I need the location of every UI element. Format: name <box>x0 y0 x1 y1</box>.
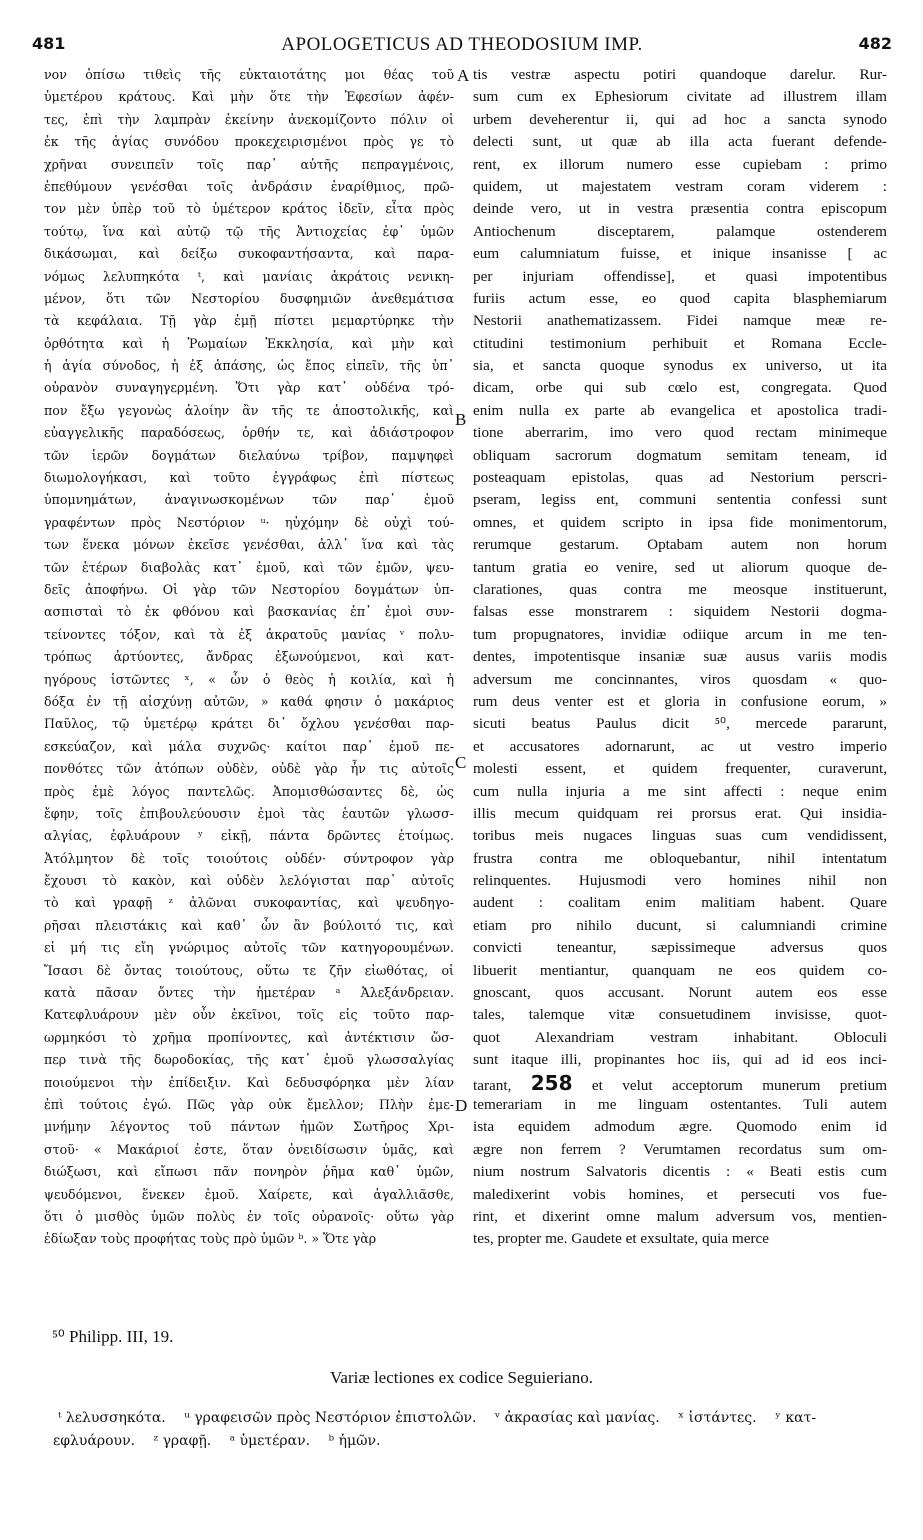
latin-text-line: tes, propter me. Gaudete et exsultate, quia merce <box>473 1230 770 1248</box>
greek-text-line: ἐπεθύμουν γενέσθαι τοῖς ἀνδράσιν ἐναρίθμιος, πρῶ- <box>44 178 454 194</box>
greek-text-line: των ἕνεκα μόνων ἐκεῖσε γενέσθαι, ἀλλ᾽ ἵνα καὶ τὰς <box>44 537 454 553</box>
latin-text-line: maledixerint vobis homines, et persecuti vos fue- <box>473 1185 887 1203</box>
latin-text-line: temerariam in me linguam ostentantes. Tuli autem <box>473 1095 887 1113</box>
latin-text-line: sia, et sancta quoque synodus ex universo, ut ita <box>473 357 887 375</box>
greek-text-line: ὅτι ὁ μισθὸς ὑμῶν πολὺς ἐν τοῖς οὐρανοῖς· οὕτω γὰρ <box>44 1208 454 1224</box>
latin-column <box>473 64 887 1251</box>
latin-text-line: tum propugnatores, invidiæ odiique arcum in me ten- <box>473 625 887 643</box>
greek-text-line: ἐκ τῆς ἁγίας συνόδου προκεχειρισμένοι πρὸς γε τὸ <box>44 134 454 150</box>
variant-reading: ᵛ ἀκρασίας καὶ μανίας. <box>494 1410 660 1426</box>
greek-text-line: ἔχουσι τὸ κακὸν, καὶ οὐδὲν λελόγισται παρ᾽ αὐτοῖς <box>44 873 454 889</box>
greek-text-line: πονθότες τῶν ἀτόπων οὐδὲν, οὐδὲ γὰρ ἦν τις αὐτοῖς <box>44 761 454 777</box>
latin-text-line: tis vestræ aspectu potiri quandoque darelur. Rur- <box>473 66 887 83</box>
latin-text-line: dicam, orbe qui sub cœlo est, congregata. Quod <box>473 379 887 397</box>
latin-text-line: sum cum ex Ephesiorum civitate ad illustrem illam <box>473 88 887 106</box>
greek-text-line: Ἀτόλμητον δὲ τοῖς τοιούτοις οὐδέν· σύντροφον γὰρ <box>44 850 454 866</box>
greek-text-line: νον ὀπίσω τιθεὶς τῆς εὐκταιοτάτης μοι θέας τοῦ <box>44 67 454 82</box>
greek-text-line: τον μὲν ὑπὲρ τοῦ τὸ ὑμέτερον κράτος ἰδεῖν, εἶτα πρὸς <box>44 201 454 217</box>
running-header <box>32 34 892 64</box>
greek-text-line: εσκεύαζον, καὶ μάλα συχνῶς· καίτοι παρ᾽ ἐμοῦ πε- <box>44 738 454 754</box>
greek-text-line: ἐπὶ τούτοις ἐγώ. Πῶς γὰρ οὐκ ἔμελλον; Πλὴν ἐμε- <box>44 1096 454 1112</box>
greek-text-line: μένον, ὅτι τῶν Νεστορίου δυσφημιῶν ἀνεθεμάτισα <box>44 290 454 306</box>
variant-reading: ᶻ γραφῇ. <box>153 1433 212 1449</box>
latin-text-line: posteaquam epistolas, quas ad Nestorium perscri- <box>473 469 887 487</box>
greek-text-line: ηγόρους ἱστῶντες ˣ, « ὧν ὁ θεὸς ἡ κοιλία, καὶ ἡ <box>44 671 454 687</box>
latin-text-line <box>473 1072 887 1094</box>
running-title: APOLOGETICUS AD THEODOSIUM IMP. <box>281 34 643 55</box>
latin-text-line: falsas esse monstrarem : siquidem Nestorii dogma- <box>473 603 887 621</box>
latin-text-line: quidem, ut majestatem vestram coram viderem : <box>473 177 887 195</box>
greek-text-line: ψευδόμενοι, ἕνεκεν ἐμοῦ. Χαίρετε, καὶ ἀγαλλιᾶσθε, <box>44 1186 454 1202</box>
variant-reading: εφλυάρουν. <box>53 1433 136 1449</box>
greek-text-line: γραφέντων πρὸς Νεστόριον ᵘ· ηὐχόμην δὲ οὐχὶ τού- <box>44 514 454 530</box>
variant-readings-line-1 <box>58 1410 888 1426</box>
latin-text-line: etiam pro nihilo ducunt, si calumniandi crimine <box>473 916 887 934</box>
latin-text-line: frustra contra me obloquebantur, nihil intentatum <box>473 849 887 867</box>
latin-text-line: adversum me concinnantes, viros quosdam « quo- <box>473 670 887 688</box>
latin-text-line: omnes, et quidem scripto in ipsa fide monimentorum, <box>473 513 887 531</box>
greek-text-line: ὀρθότητα καὶ ἡ Ῥωμαίων Ἐκκλησία, καὶ μὴν καὶ <box>44 335 454 351</box>
page-number-left: 481 <box>32 34 66 53</box>
greek-text-line: ἔφην, τοῖς ἐπιβουλεύουσιν ἐμοὶ τὰς ἑαυτῶν γλωσσ- <box>44 805 454 821</box>
latin-text-line: ista equidem admodum ægre. Quomodo enim id <box>473 1118 887 1136</box>
greek-text-line: Ἴσασι δὲ ὄντας τοιούτους, οὕτω τε ζῆν εἰωθότας, οἱ <box>44 962 454 978</box>
greek-text-line: τῶν ἱερῶν δογμάτων διελαύνω τρίβον, παμψηφεὶ <box>44 447 454 463</box>
latin-text-line: tione aberrarim, imo vero quod rectam minimeque <box>473 424 887 442</box>
latin-text-line: ægre non ferrem ? Verumtamen recordatus sum om- <box>473 1140 887 1158</box>
greek-text-line: ἐδίωξαν τοὺς προφήτας τοὺς πρὸ ὑμῶν ᵇ. » Ὅτε γὰρ <box>44 1231 377 1247</box>
latin-text-line: rerumque gestarum. Optabam autem non horum <box>473 536 887 554</box>
latin-text-line: pseram, legiss ent, communi sententia confessi sunt <box>473 491 887 509</box>
margin-letter-a: A <box>457 66 470 85</box>
latin-text-line: delecti sunt, ut quæ ab illa acta fuerant defende- <box>473 133 887 151</box>
latin-text-line: rent, ex illorum numero esse cupiebam : primo <box>473 155 887 173</box>
latin-text-line: Nestorii anathematizassem. Fidei namque meæ re- <box>473 312 887 330</box>
variant-readings-heading: Variæ lectiones ex codice Seguieriano. <box>330 1368 593 1387</box>
margin-letter-b: B <box>455 410 467 429</box>
greek-text-line: πρὸς ἐμὲ λόγος παντελῶς. Ἀπομισθώσαντες δὲ, ὡς <box>44 783 454 799</box>
greek-text-line: διώξωσι, καὶ εἴπωσι πᾶν πονηρὸν ῥῆμα καθ᾽ ὑμῶν, <box>44 1164 454 1180</box>
greek-text-line: ὑπομνημάτων, ἀναγινωσκομένων τῶν παρ᾽ ἐμοῦ <box>44 492 454 508</box>
greek-text-line: τείνοντες τόξον, καὶ τὰ ἐξ ἀκρατοῦς μανίας ᵛ πολυ- <box>44 626 454 642</box>
greek-text-line: δεῖς ἀποφήνω. Οἱ γὰρ τῶν Νεστορίου δογμάτων ὑπ- <box>44 581 454 597</box>
latin-text-line: gnoscant, quos accusant. Norunt autem eos esse <box>473 984 887 1002</box>
greek-text-line: διωμολογήκασι, καὶ τοῦτο ἐγγράφως ἐπὶ πίστεως <box>44 470 454 486</box>
greek-text-line: τρόπως ἀρτύοντες, ἄνδρας ἐξωνούμενοι, καὶ κατ- <box>44 649 454 665</box>
variant-reading: ˣ ἱστάντες. <box>678 1410 757 1426</box>
latin-text-line: quot Alexandriam vestram inhabitant. Obloculi <box>473 1028 887 1046</box>
variant-reading: ᵘ γραφεισῶν πρὸς Νεστόριον ἐπιστολῶν. <box>184 1410 477 1426</box>
latin-text-line: relinquentes. Hujusmodi vero homines nihil non <box>473 872 887 890</box>
greek-text-line: νόμως λελυπηκότα ᵗ, καὶ μανίαις ἀκράτοις νενικη- <box>44 268 454 284</box>
latin-text-line: rum deus venter est et gloria in confusione eorum, » <box>473 692 887 710</box>
latin-text-line: clarationes, quas contra me meosque instituerunt, <box>473 580 887 598</box>
greek-text-line: Παῦλος, τῷ ὑμετέρῳ κράτει δι᾽ ὄχλου γενέσθαι παρ- <box>44 716 454 732</box>
variant-reading: ʸ κατ- <box>775 1410 817 1426</box>
greek-text-line: τούτῳ, ἵνα καὶ αὐτῷ τῷ τῆς Ἀντιοχείας ἐφ᾽ ὑμῶν <box>44 223 454 239</box>
latin-text-line: dentes, impotentisque insaniæ suæ ausus variis modis <box>473 648 887 666</box>
greek-text-line: ἡ ἁγία σύνοδος, ἡ ἐξ ἁπάσης, ὡς ἔπος εἰπεῖν, τῆς ὑπ᾽ <box>44 358 454 374</box>
latin-text-line: enim nulla ex parte ab evangelica et apostolica tradi- <box>473 401 887 419</box>
latin-text-line: molesti essent, et quidem frequenter, curaverunt, <box>473 760 887 778</box>
latin-text-line: audent : coalitam enim malitiam habent. Quare <box>473 894 887 912</box>
greek-text-line: ποιούμενοι τὴν ἐπίδειξιν. Καὶ δεδυσφόρηκα μὲν λίαν <box>44 1074 454 1090</box>
text-fragment: et velut acceptorum munerum pretium <box>591 1076 887 1094</box>
greek-text-line: εἰ μή τις εἴη γνώριμος αὐτοῖς τῶν κατηγορουμένων. <box>44 940 454 956</box>
greek-text-line: εὐαγγελικῆς παραδόσεως, ὀρθήν τε, καὶ ἀδιάστροφον <box>44 425 454 441</box>
greek-text-line: Κατεφλυάρουν μὲν οὖν ἐκεῖνοι, τοῖς εἰς τοῦτο παρ- <box>44 1007 454 1023</box>
greek-text-line: στοῦ· « Μακάριοί ἐστε, ὅταν ὀνειδίσωσιν ὑμᾶς, καὶ <box>44 1141 454 1157</box>
variant-readings-line-2 <box>53 1433 883 1449</box>
greek-column <box>44 64 454 1251</box>
latin-text-line: eum calumniatum fuisse, et inique insanisse [ ac <box>473 245 887 263</box>
latin-text-line: et accusatores adornarunt, ac ut vestro imperio <box>473 737 887 755</box>
latin-text-line: cum nulla injuria a me sint affecti : neque enim <box>473 782 887 800</box>
latin-text-line: illis mecum quidquam rei prorsus erat. Qui insidia- <box>473 804 887 822</box>
latin-text-line: libuerit mentiantur, quanquam ne eos quidem co- <box>473 961 887 979</box>
latin-text-line: obliquam sacrorum dogmatum semitam teneam, id <box>473 446 887 464</box>
greek-text-line: ρῆσαι πλειστάκις καὶ καθ᾽ ὧν ἂν βούλοιτό τις, καὶ <box>44 917 454 933</box>
greek-text-line: μνήμην λέγοντος τοῦ πάντων ἡμῶν Σωτῆρος Χρι- <box>44 1119 454 1135</box>
latin-text-line: ctitudini testimonium perhibuit et Romana Eccle- <box>473 334 887 352</box>
latin-text-line: convicti teneantur, sæpissimeque adversus quos <box>473 939 887 957</box>
greek-text-line: αλγίας, ἐφλυάρουν ʸ εἰκῇ, πάντα δρῶντες ἑτοίμως. <box>44 828 454 844</box>
text-fragment: tarant, <box>473 1076 512 1094</box>
greek-text-line: δόξα ἐν τῇ αἰσχύνῃ αὐτῶν, » καθά φησιν ὁ μακάριος <box>44 693 454 709</box>
latin-text-line: tales, talemque vitæ consuetudinem invisisse, quot- <box>473 1006 887 1024</box>
greek-text-line: ὑμετέρου κράτους. Καὶ μὴν ὅτε τὴν Ἐφεσίων ἀφέν- <box>44 89 454 105</box>
latin-text-line: urbem deveherentur ii, qui ad hoc a sancta synodo <box>473 110 887 128</box>
latin-text-line: furiis actum esse, eo quod capita blasphemiarum <box>473 289 887 307</box>
greek-text-line: τὰ κεφάλαια. Τῇ γὰρ ἐμῇ πίστει μεμαρτύρηκε τὴν <box>44 313 454 329</box>
greek-text-line: πον ἔξω γεγονὼς ἁλοίην ἂν τῆς τε ἀποστολικῆς, καὶ <box>44 402 454 418</box>
greek-text-line: τὸ καὶ γραφῇ ᶻ ἁλῶναι συκοφαντίας, καὶ ψευδηγο- <box>44 895 454 911</box>
greek-text-line: ασπισταὶ τὸ ἐκ φθόνου καὶ βασκανίας ἐπ᾽ ἐμοὶ συν- <box>44 604 454 620</box>
variant-reading: ᵇ ἡμῶν. <box>328 1433 381 1449</box>
greek-text-line: οὐρανὸν συναγηγερμένη. Ὅτι γὰρ κατ᾽ οὐδένα τρό- <box>44 380 454 396</box>
greek-text-line: τῶν ἑτέρων διαβολὰς κατ᾽ ἐμοῦ, καὶ τῶν ἐμῶν, ψευ- <box>44 559 454 575</box>
latin-text-line: toribus meis nugaces linguas suas cum vendidissent, <box>473 827 887 845</box>
migne-column-number: 258 <box>530 1071 573 1094</box>
latin-text-line: tantum gratia eo venire, sed ut aliorum quoque de- <box>473 558 887 576</box>
variant-reading: ᵗ λελυσσηκότα. <box>58 1410 166 1426</box>
margin-letter-c: C <box>455 753 467 772</box>
latin-text-line: Antiochenum disceptarem, palamque ostenderem <box>473 222 887 240</box>
greek-text-line: κατὰ πᾶσαν ὄντες τὴν ἡμετέραν ᵃ Ἀλεξάνδρειαν. <box>44 985 454 1001</box>
latin-text-line: rint, et dixerint omne malum adversum vos, mentien- <box>473 1207 887 1225</box>
page-number-right: 482 <box>858 34 892 53</box>
latin-text-line: deinde vero, ut in vestra præsentia contra episcopum <box>473 200 887 218</box>
variant-reading: ᵃ ὑμετέραν. <box>229 1433 311 1449</box>
margin-letter-d: D <box>455 1096 468 1115</box>
greek-text-line: δικάσωμαι, καὶ δείξω συκοφαντήσαντα, καὶ παρα- <box>44 246 454 262</box>
latin-text-line: sunt itaque illi, propinantes hoc iis, qui ad id eos inci- <box>473 1051 887 1069</box>
latin-text-line: nium nostrum Salvatoris dicentis : « Beati estis cum <box>473 1163 887 1181</box>
greek-text-line: χρῆναι συνειπεῖν τοῖς παρ᾽ αὐτῆς πεπραγμένοις, <box>44 156 454 172</box>
greek-text-line: ωρμηκόσι τὸ χρῆμα προπίνοντες, καὶ ἀντέκτισιν ὥσ- <box>44 1029 454 1045</box>
footnote: ⁵⁰ Philipp. III, 19. <box>52 1327 174 1346</box>
greek-text-line: τες, ἐπὶ τὴν λαμπρὰν ἐκείνην ἀνεκομίζοντο πόλιν οἱ <box>44 111 454 127</box>
greek-text-line: περ τινὰ τῆς δωροδοκίας, τῆς κατ᾽ ἐμοῦ γλωσσαλγίας <box>44 1052 454 1068</box>
latin-text-line: sicuti beatus Paulus dicit ⁵⁰, mercede pararunt, <box>473 715 887 733</box>
latin-text-line: per injuriam offendisse], et quasi impotentibus <box>473 267 887 285</box>
